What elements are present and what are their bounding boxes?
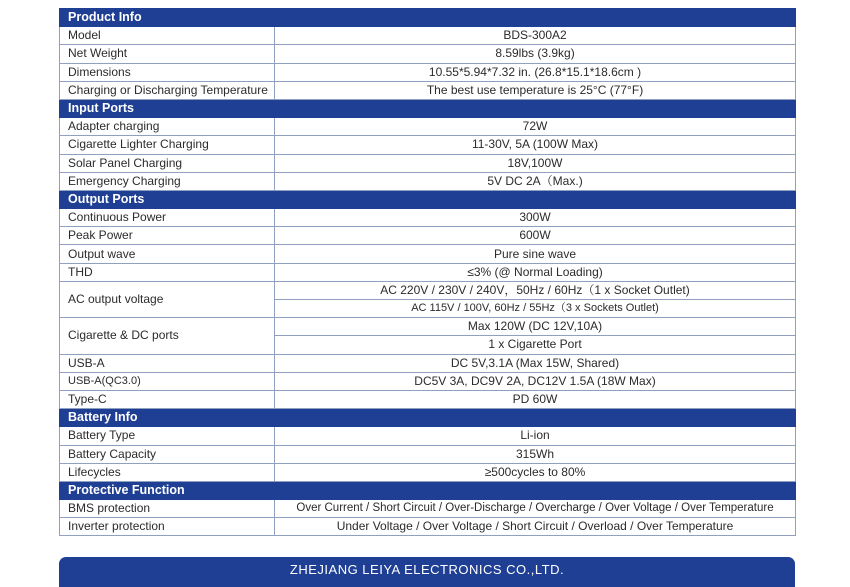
row-label: Inverter protection [60, 518, 275, 536]
section-battery-info [60, 409, 796, 427]
table-row [60, 263, 796, 281]
row-value: AC 220V / 230V / 240V，50Hz / 60Hz（1 x Socket Outlet) [275, 281, 796, 299]
row-label: AC output voltage [60, 281, 275, 317]
table-row [60, 518, 796, 536]
section-header: Protective Function [60, 481, 796, 499]
row-value: Max 120W (DC 12V,10A) [275, 318, 796, 336]
table-row [60, 172, 796, 190]
table-row [60, 63, 796, 81]
row-value: 18V,100W [275, 154, 796, 172]
row-value: 10.55*5.94*7.32 in. (26.8*15.1*18.6cm ) [275, 63, 796, 81]
row-label: Model [60, 27, 275, 45]
table-row [60, 27, 796, 45]
row-value: PD 60W [275, 390, 796, 408]
table-row [60, 281, 796, 299]
row-label: USB-A [60, 354, 275, 372]
row-value: 300W [275, 209, 796, 227]
row-label: Emergency Charging [60, 172, 275, 190]
section-header: Input Ports [60, 99, 796, 117]
row-label: Cigarette & DC ports [60, 318, 275, 354]
section-header: Output Ports [60, 190, 796, 208]
row-value: BDS-300A2 [275, 27, 796, 45]
row-label: Peak Power [60, 227, 275, 245]
table-row [60, 209, 796, 227]
row-label: Cigarette Lighter Charging [60, 136, 275, 154]
row-label: Battery Type [60, 427, 275, 445]
row-value: Under Voltage / Over Voltage / Short Circuit / Overload / Over Temperature [275, 518, 796, 536]
row-label: Type-C [60, 390, 275, 408]
footer-company-banner [59, 557, 795, 587]
table-row [60, 500, 796, 518]
row-value: 5V DC 2A（Max.) [275, 172, 796, 190]
table-row [60, 318, 796, 336]
table-row [60, 445, 796, 463]
row-value: 315Wh [275, 445, 796, 463]
row-value: DC 5V,3.1A (Max 15W, Shared) [275, 354, 796, 372]
row-label: Charging or Discharging Temperature [60, 81, 275, 99]
section-header: Battery Info [60, 409, 796, 427]
row-value: 8.59lbs (3.9kg) [275, 45, 796, 63]
section-header: Product Info [60, 9, 796, 27]
spec-table [59, 8, 796, 536]
row-label: Output wave [60, 245, 275, 263]
table-row [60, 427, 796, 445]
row-value: 11-30V, 5A (100W Max) [275, 136, 796, 154]
row-value: DC5V 3A, DC9V 2A, DC12V 1.5A (18W Max) [275, 372, 796, 390]
row-label: BMS protection [60, 500, 275, 518]
section-input-ports [60, 99, 796, 117]
table-row [60, 227, 796, 245]
table-row [60, 81, 796, 99]
row-label: Net Weight [60, 45, 275, 63]
row-value: ≤3% (@ Normal Loading) [275, 263, 796, 281]
table-row [60, 154, 796, 172]
row-label: Adapter charging [60, 118, 275, 136]
row-label: Battery Capacity [60, 445, 275, 463]
row-value: 72W [275, 118, 796, 136]
table-row [60, 136, 796, 154]
table-row [60, 372, 796, 390]
row-value: 600W [275, 227, 796, 245]
table-row [60, 390, 796, 408]
section-product-info [60, 9, 796, 27]
table-row [60, 354, 796, 372]
row-value: AC 115V / 100V, 60Hz / 55Hz（3 x Sockets Outlet) [275, 300, 796, 318]
section-output-ports [60, 190, 796, 208]
row-label: THD [60, 263, 275, 281]
company-name: ZHEJIANG LEIYA ELECTRONICS CO.,LTD. [289, 562, 565, 577]
row-value: The best use temperature is 25°C (77°F) [275, 81, 796, 99]
row-value: Li-ion [275, 427, 796, 445]
row-value: ≥500cycles to 80% [275, 463, 796, 481]
row-label: USB-A(QC3.0) [60, 372, 275, 390]
table-row [60, 45, 796, 63]
section-protective-function [60, 481, 796, 499]
row-value: 1 x Cigarette Port [275, 336, 796, 354]
row-label: Solar Panel Charging [60, 154, 275, 172]
table-row [60, 245, 796, 263]
row-label: Lifecycles [60, 463, 275, 481]
row-value: Over Current / Short Circuit / Over-Discharge / Overcharge / Over Voltage / Over Temperature [275, 500, 796, 518]
row-value: Pure sine wave [275, 245, 796, 263]
row-label: Continuous Power [60, 209, 275, 227]
table-row [60, 463, 796, 481]
row-label: Dimensions [60, 63, 275, 81]
table-row [60, 118, 796, 136]
